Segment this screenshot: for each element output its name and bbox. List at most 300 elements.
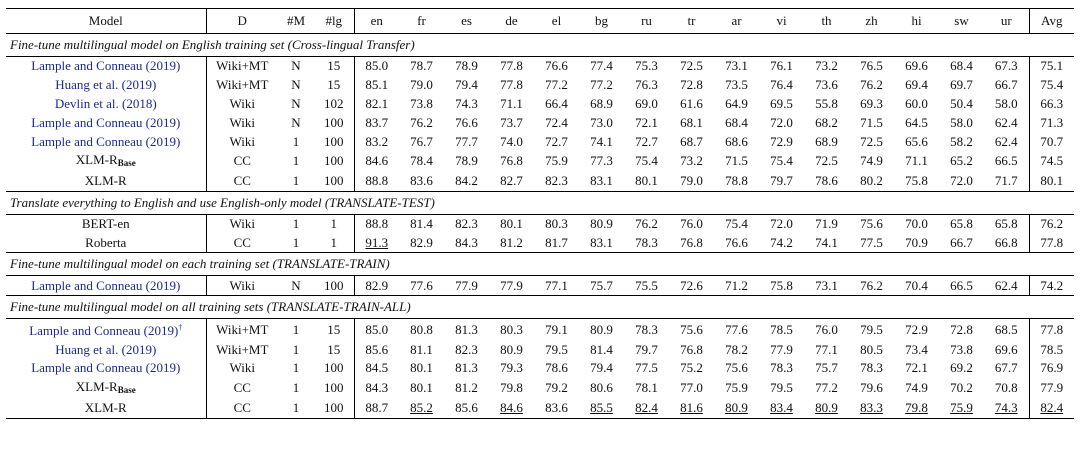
score-cell: 79.7 [770,173,793,189]
score-cell: 60.0 [905,95,928,111]
model-subscript: Base [117,384,136,395]
score-cell: 69.6 [994,341,1018,357]
score-cell: 78.3 [635,234,658,250]
score-cell: 75.8 [770,277,793,293]
model-name-cell: Roberta [6,234,206,253]
score-cell: 72.5 [680,58,703,74]
score-cell: 65.6 [905,133,928,149]
score-cell: 71.1 [905,153,928,169]
section-title: Translate everything to English and use English-only model (TRANSLATE-TEST) [6,191,1074,214]
score-cell: 62.4 [994,114,1018,130]
score-cell: 79.0 [410,77,433,93]
score-cell: 72.5 [860,133,883,149]
section-header-row [6,296,1074,319]
score-cell: 80.1 [410,360,433,376]
score-cell: 83.1 [590,173,613,189]
score-cell: 81.1 [410,341,433,357]
models-cell: 1 [292,173,300,189]
score-cell: 80.3 [500,321,523,337]
score-cell: 78.3 [860,360,883,376]
average-cell: 78.5 [1029,340,1074,359]
score-cell: 50.4 [950,95,973,111]
xnli-results-table [6,8,1074,419]
score-cell: 77.4 [590,58,613,74]
score-cell: 66.4 [545,95,568,111]
score-cell: 85.1 [365,77,389,93]
column-header: th [804,9,849,34]
score-cell: 73.4 [905,341,928,357]
column-header: es [444,9,489,34]
score-cell: 58.0 [994,95,1018,111]
score-cell: 70.0 [905,216,928,232]
score-cell: 77.2 [545,77,568,93]
score-cell: 77.2 [815,380,838,396]
column-header: ur [984,9,1029,34]
score-cell: 67.7 [994,360,1018,376]
score-cell: 84.2 [455,173,478,189]
score-cell: 61.6 [680,95,703,111]
score-cell: 82.4 [624,399,669,418]
column-header: hi [894,9,939,34]
languages-cell: 100 [314,359,354,378]
score-cell: 81.4 [590,341,613,357]
models-cell: N [291,77,301,93]
section-header-row [6,34,1074,57]
table-row [6,95,1074,114]
average-cell: 74.2 [1029,276,1074,296]
model-name-cell: XLM-R [6,172,206,191]
score-cell: 79.3 [500,360,523,376]
score-cell: 71.5 [725,153,748,169]
score-cell: 82.3 [545,173,568,189]
score-cell: 76.6 [725,234,748,250]
model-name-cell: Lample and Conneau (2019)† [6,319,206,341]
score-cell: 78.2 [725,341,748,357]
score-cell: 80.5 [860,341,883,357]
score-cell: 75.6 [860,216,883,232]
average-cell: 77.9 [1029,378,1074,399]
score-cell: 80.1 [410,380,433,396]
score-cell: 78.5 [770,321,793,337]
models-cell: N [291,277,301,293]
languages-cell: 15 [314,76,354,95]
languages-cell: 100 [314,132,354,151]
score-cell: 75.9 [725,380,748,396]
score-cell: 75.7 [815,360,838,376]
languages-cell: 100 [314,172,354,191]
model-name-cell: Huang et al. (2019) [6,76,206,95]
data-cell: CC [233,234,251,250]
score-cell: 74.3 [455,95,478,111]
score-cell: 80.9 [590,216,613,232]
score-cell: 78.4 [410,153,433,169]
column-header: D [206,9,278,34]
score-cell: 76.0 [680,216,703,232]
model-name-cell: XLM-$R_{Base}$ [6,151,206,172]
average-cell: 76.9 [1029,359,1074,378]
score-cell: 70.2 [950,380,973,396]
score-cell: 66.7 [994,77,1018,93]
table-row [6,234,1074,253]
score-cell: 80.9 [500,341,523,357]
score-cell: 78.3 [770,360,793,376]
score-cell: 68.7 [680,133,703,149]
score-cell: 72.0 [770,114,793,130]
data-cell: Wiki [229,95,255,111]
score-cell: 79.6 [860,380,883,396]
score-cell: 79.0 [680,173,703,189]
score-cell: 76.5 [860,58,883,74]
languages-cell: 100 [314,151,354,172]
score-cell: 77.2 [590,77,613,93]
models-cell: 1 [292,234,300,250]
score-cell: 72.7 [545,133,568,149]
table-row [6,76,1074,95]
data-cell: Wiki [229,360,255,376]
models-cell: 1 [292,153,300,169]
score-cell: 70.8 [994,380,1018,396]
score-cell: 55.8 [815,95,838,111]
score-cell: 76.8 [680,234,703,250]
score-cell: 81.7 [545,234,568,250]
score-cell: 72.9 [770,133,793,149]
score-cell: 79.5 [545,341,568,357]
score-cell: 76.8 [500,153,523,169]
score-cell: 77.9 [455,277,478,293]
score-cell: 83.3 [849,399,894,418]
score-cell: 73.7 [500,114,523,130]
score-cell: 82.9 [410,234,433,250]
average-cell: 75.1 [1029,57,1074,76]
languages-cell: 100 [314,276,354,296]
column-header: Model [6,9,206,34]
score-cell: 62.4 [994,277,1018,293]
models-cell: 1 [292,321,300,337]
table-row [6,113,1074,132]
model-subscript: Base [117,157,136,168]
average-cell: 66.3 [1029,95,1074,114]
data-cell: CC [206,399,278,418]
score-cell: 79.2 [545,380,568,396]
score-cell: 79.5 [860,321,883,337]
data-cell: Wiki [229,277,255,293]
score-cell: 82.3 [455,216,478,232]
score-cell: 69.2 [950,360,973,376]
score-cell: 75.4 [725,216,748,232]
score-cell: 72.1 [905,360,928,376]
score-cell: 72.5 [815,153,838,169]
score-cell: 75.6 [725,360,748,376]
score-cell: 77.7 [455,133,478,149]
table-row [6,276,1074,296]
data-cell: Wiki [229,114,255,130]
score-cell: 72.6 [680,277,703,293]
score-cell: 68.2 [815,114,838,130]
data-cell: CC [233,173,251,189]
score-cell: 71.9 [815,216,838,232]
score-cell: 79.8 [894,399,939,418]
score-cell: 74.0 [500,133,523,149]
score-cell: 71.7 [994,173,1018,189]
score-cell: 78.3 [635,321,658,337]
score-cell: 77.0 [680,380,703,396]
score-cell: 80.9 [804,399,849,418]
score-cell: 64.5 [905,114,928,130]
table-row [6,151,1074,172]
score-cell: 82.3 [455,341,478,357]
score-cell: 66.8 [994,234,1018,250]
section-header-row [6,253,1074,276]
score-cell: 82.7 [500,173,523,189]
score-cell: 71.5 [860,114,883,130]
score-cell: 78.6 [815,173,838,189]
score-cell: 83.6 [534,399,579,418]
score-cell: 85.6 [444,399,489,418]
score-cell: 77.5 [635,360,658,376]
model-name-cell: BERT-en [6,214,206,233]
score-cell: 83.7 [365,114,389,130]
score-cell: 78.7 [410,58,433,74]
languages-cell: 102 [314,95,354,114]
score-cell: 79.4 [455,77,478,93]
score-cell: 65.8 [950,216,973,232]
score-cell: 80.1 [500,216,523,232]
models-cell: N [291,58,301,74]
score-cell: 88.7 [354,399,399,418]
score-cell: 82.1 [365,95,389,111]
models-cell: N [291,114,301,130]
score-cell: 65.2 [950,153,973,169]
data-cell: Wiki+MT [216,58,269,74]
score-cell: 72.0 [770,216,793,232]
score-cell: 70.4 [905,277,928,293]
languages-cell: 1 [314,234,354,253]
score-cell: 62.4 [994,133,1018,149]
models-cell: 1 [292,360,300,376]
score-cell: 83.6 [410,173,433,189]
score-cell: 74.1 [590,133,613,149]
score-cell: 68.4 [725,114,748,130]
models-cell: 1 [292,341,300,357]
section-title: Fine-tune multilingual model on all training sets (TRANSLATE-TRAIN-ALL) [6,296,1074,319]
score-cell: 79.8 [500,380,523,396]
score-cell: 73.6 [815,77,838,93]
score-cell: 67.3 [994,58,1018,74]
model-name-cell: Lample and Conneau (2019) [6,113,206,132]
score-cell: 74.3 [984,399,1029,418]
score-cell: 72.9 [905,321,928,337]
table-row [6,57,1074,76]
score-cell: 85.0 [365,321,389,337]
score-cell: 73.8 [410,95,433,111]
score-cell: 73.2 [815,58,838,74]
score-cell: 65.8 [994,216,1018,232]
score-cell: 91.3 [365,234,389,250]
column-header: tr [669,9,714,34]
column-header: sw [939,9,984,34]
languages-cell: 15 [314,340,354,359]
model-name-cell: Huang et al. (2019) [6,340,206,359]
score-cell: 75.2 [680,360,703,376]
score-cell: 74.9 [860,153,883,169]
score-cell: 58.0 [950,114,973,130]
score-cell: 81.4 [410,216,433,232]
table-row [6,399,1074,418]
data-cell: CC [233,380,251,396]
data-cell: Wiki+MT [216,77,269,93]
score-cell: 79.5 [770,380,793,396]
score-cell: 71.2 [725,277,748,293]
average-cell: 82.4 [1029,399,1074,418]
score-cell: 73.1 [725,58,748,74]
score-cell: 66.7 [950,234,973,250]
score-cell: 84.5 [365,360,389,376]
score-cell: 80.9 [590,321,613,337]
score-cell: 80.3 [545,216,568,232]
header-row [6,9,1074,34]
score-cell: 73.5 [725,77,748,93]
score-cell: 75.8 [905,173,928,189]
score-cell: 73.8 [950,341,973,357]
score-cell: 76.6 [455,114,478,130]
column-header: el [534,9,579,34]
score-cell: 72.7 [635,133,658,149]
models-cell: 1 [292,380,300,396]
data-cell: Wiki+MT [216,321,269,337]
score-cell: 81.2 [455,380,478,396]
model-superscript: † [178,323,183,333]
column-header: ru [624,9,669,34]
score-cell: 76.2 [860,277,883,293]
score-cell: 80.1 [635,173,658,189]
data-cell: Wiki [229,216,255,232]
score-cell: 76.6 [545,58,568,74]
score-cell: 77.8 [500,58,523,74]
score-cell: 83.1 [590,234,613,250]
score-cell: 76.2 [860,77,883,93]
score-cell: 74.2 [770,234,793,250]
section-title: Fine-tune multilingual model on English training set (Cross-lingual Transfer) [6,34,1074,57]
column-header: vi [759,9,804,34]
score-cell: 66.5 [994,153,1018,169]
score-cell: 82.9 [365,277,389,293]
score-cell: 85.0 [365,58,389,74]
model-name-cell: XLM-R [6,399,206,418]
score-cell: 68.4 [950,58,973,74]
data-cell: CC [233,153,251,169]
score-cell: 81.6 [669,399,714,418]
score-cell: 77.1 [545,277,568,293]
models-cell: 1 [292,133,300,149]
table-row [6,319,1074,341]
column-header: de [489,9,534,34]
score-cell: 77.8 [500,77,523,93]
languages-cell: 1 [314,214,354,233]
score-cell: 78.1 [635,380,658,396]
score-cell: 80.2 [860,173,883,189]
score-cell: 79.7 [635,341,658,357]
score-cell: 69.4 [905,77,928,93]
score-cell: 81.2 [500,234,523,250]
score-cell: 69.0 [635,95,658,111]
score-cell: 75.9 [545,153,568,169]
languages-cell: 100 [314,113,354,132]
score-cell: 76.0 [815,321,838,337]
score-cell: 72.8 [950,321,973,337]
score-cell: 69.3 [860,95,883,111]
table-row [6,132,1074,151]
score-cell: 76.3 [635,77,658,93]
score-cell: 76.2 [410,114,433,130]
score-cell: 72.0 [950,173,973,189]
average-cell: 76.2 [1029,214,1074,233]
score-cell: 77.6 [410,277,433,293]
languages-cell: 100 [314,399,354,418]
average-cell: 74.5 [1029,151,1074,172]
score-cell: 79.4 [590,360,613,376]
score-cell: 81.3 [455,321,478,337]
score-cell: 77.1 [815,341,838,357]
average-cell: 70.7 [1029,132,1074,151]
score-cell: 78.9 [455,153,478,169]
section-title: Fine-tune multilingual model on each training set (TRANSLATE-TRAIN) [6,253,1074,276]
score-cell: 69.7 [950,77,973,93]
score-cell: 69.6 [905,58,928,74]
table-row [6,214,1074,233]
score-cell: 76.8 [680,341,703,357]
score-cell: 76.4 [770,77,793,93]
score-cell: 77.6 [725,321,748,337]
average-cell: 75.4 [1029,76,1074,95]
score-cell: 85.6 [365,341,389,357]
languages-cell: 100 [314,378,354,399]
score-cell: 75.3 [635,58,658,74]
score-cell: 88.8 [365,216,389,232]
score-cell: 68.9 [590,95,613,111]
column-header: #lg [314,9,354,34]
column-header: fr [399,9,444,34]
score-cell: 73.0 [590,114,613,130]
column-header: zh [849,9,894,34]
languages-cell: 15 [314,57,354,76]
score-cell: 84.3 [455,234,478,250]
score-cell: 74.1 [815,234,838,250]
score-cell: 85.2 [399,399,444,418]
score-cell: 77.5 [860,234,883,250]
score-cell: 77.3 [590,153,613,169]
column-header: bg [579,9,624,34]
score-cell: 85.5 [579,399,624,418]
score-cell: 77.9 [500,277,523,293]
score-cell: 68.5 [994,321,1018,337]
score-cell: 58.2 [950,133,973,149]
score-cell: 84.6 [365,153,389,169]
score-cell: 76.7 [410,133,433,149]
model-name-cell: Devlin et al. (2018) [6,95,206,114]
languages-cell: 15 [314,319,354,341]
table-row [6,378,1074,399]
score-cell: 70.9 [905,234,928,250]
score-cell: 79.1 [545,321,568,337]
score-cell: 64.9 [725,95,748,111]
score-cell: 73.1 [815,277,838,293]
score-cell: 68.1 [680,114,703,130]
model-name-cell: Lample and Conneau (2019) [6,359,206,378]
column-header: en [354,9,399,34]
data-cell: Wiki [229,133,255,149]
score-cell: 72.8 [680,77,703,93]
score-cell: 78.9 [455,58,478,74]
